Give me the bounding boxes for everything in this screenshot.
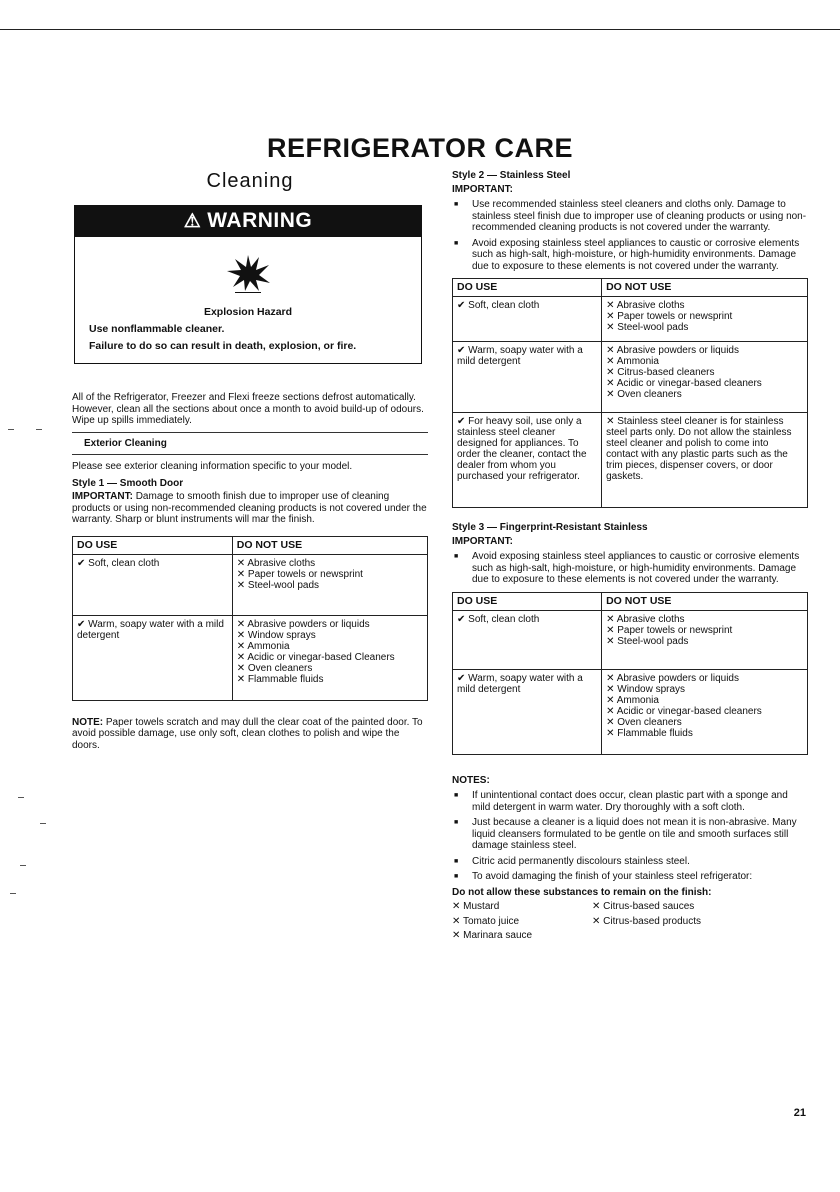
table-cell: ✕ Abrasive cloths ✕ Paper towels or newsprint ✕ Steel-wool pads — [232, 554, 427, 615]
substances-list — [452, 901, 808, 942]
intro-text: All of the Refrigerator, Freezer and Flexi freeze sections defrost automatically. However, clean all the sections about once a month to avoid build-up of odours. Wipe up spills immediately. — [72, 392, 424, 426]
warning-triangle-icon: ⚠ — [183, 211, 202, 232]
table-cell: ✔ Warm, soapy water with a mild detergent — [453, 342, 602, 413]
list-item: ✕ Mustard — [452, 901, 500, 912]
table-cell: ✔ Warm, soapy water with a mild detergent — [453, 669, 602, 754]
table-header: DO USE — [453, 592, 602, 610]
warning-text — [75, 304, 421, 363]
list-item: ■ Use recommended stainless steel cleaners and cloths only. Damage to stainless steel finish due to improper use of cleaning products or using non-recommended cleaning products is not covered under the warranty. — [452, 199, 808, 234]
right-column — [452, 170, 808, 942]
list-item: ■ Avoid exposing stainless steel appliances to caustic or corrosive elements such as high-salt, high-moisture, or high-humidity environments. Damage due to exposure to these elements is not covered under the warranty. — [452, 551, 808, 586]
table-row — [453, 610, 808, 669]
exterior-heading: Exterior Cleaning — [84, 437, 167, 449]
table-header: DO USE — [453, 279, 602, 297]
style3-important: IMPORTANT: — [452, 535, 513, 547]
table-cell: ✕ Stainless steel cleaner is for stainless steel parts only. Do not allow the stainless steel cleaner and polish to come into contact with any plastic parts such as the trim pieces, dispenser covers, or door gaskets. — [602, 413, 808, 508]
table-row — [73, 615, 428, 700]
scan-mark — [18, 797, 24, 798]
style2-heading: Style 2 — Stainless Steel — [452, 170, 571, 181]
list-item: ■ Just because a cleaner is a liquid does not mean it is non-abrasive. Many liquid cleansers formulated to be gentle on tile and smooth surfaces still damage stainless steel. — [452, 817, 808, 852]
page-title: REFRIGERATOR CARE — [266, 133, 573, 163]
style1-note: NOTE: Paper towels scratch and may dull the clear coat of the painted door. To avoid possible damage, use only soft, clean clothes to polish and wipe the doors. — [72, 716, 423, 751]
scan-mark — [10, 893, 16, 894]
left-column — [72, 170, 428, 751]
table-header: DO NOT USE — [602, 279, 808, 297]
scan-mark — [36, 429, 42, 430]
list-item: ■ Avoid exposing stainless steel appliances to caustic or corrosive elements such as high-salt, high-moisture, or high-humidity environments. Damage due to exposure to these elements is not covered under the warranty. — [452, 238, 808, 273]
table-row — [453, 297, 808, 342]
list-item: ■ If unintentional contact does occur, clean plastic part with a sponge and mild detergent in warm water. Dry thoroughly with a soft cloth. — [452, 790, 808, 813]
divider — [72, 454, 428, 455]
page-number: 21 — [793, 1107, 806, 1119]
table-cell: ✕ Abrasive powders or liquids ✕ Window sprays ✕ Ammonia ✕ Acidic or vinegar-based cleaners ✕ Oven cleaners ✕ Flammable fluids — [602, 669, 808, 754]
list-item: ✕ Marinara sauce — [452, 930, 533, 941]
table-cell: ✕ Abrasive cloths ✕ Paper towels or newsprint ✕ Steel-wool pads — [602, 610, 808, 669]
list-item: ■ Citric acid permanently discolours stainless steel. — [452, 856, 808, 868]
list-item: ✕ Citrus-based sauces — [592, 901, 695, 912]
top-rule — [0, 29, 840, 30]
style1-heading: Style 1 — Smooth Door — [72, 477, 184, 489]
scan-mark — [8, 429, 14, 430]
exterior-text: Please see exterior cleaning information specific to your model. — [72, 461, 353, 472]
style3-heading: Style 3 — Fingerprint-Resistant Stainless — [452, 522, 648, 533]
warning-box — [74, 205, 422, 364]
warning-line-1: Use nonflammable cleaner. — [89, 323, 225, 335]
table-cell: ✕ Abrasive powders or liquids ✕ Window sprays ✕ Ammonia ✕ Acidic or vinegar-based Cleaners ✕ Oven cleaners ✕ Flammable fluids — [232, 615, 427, 700]
table-cell: ✕ Abrasive cloths ✕ Paper towels or newsprint ✕ Steel-wool pads — [602, 297, 808, 342]
table-cell: ✕ Abrasive powders or liquids ✕ Ammonia ✕ Citrus-based cleaners ✕ Acidic or vinegar-based cleaners ✕ Oven cleaners — [602, 342, 808, 413]
substances-heading: Do not allow these substances to remain on the finish: — [452, 886, 712, 898]
warning-header-text: WARNING — [207, 209, 313, 232]
table-cell: ✔ Soft, clean cloth — [453, 610, 602, 669]
list-item: ✕ Citrus-based products — [592, 915, 701, 927]
table-cell: ✔ Soft, clean cloth — [73, 554, 233, 615]
style2-table — [452, 278, 808, 508]
warning-header — [75, 206, 421, 237]
style1-important: IMPORTANT: Damage to smooth finish due to improper use of cleaning products or using non-recommended cleaning products is not covered under the warranty. Sharp or blunt instruments will mar the finish. — [72, 491, 427, 525]
substances-col-1 — [452, 901, 592, 942]
style1-table — [72, 536, 428, 701]
explosion-icon — [75, 237, 421, 304]
table-header: DO USE — [73, 536, 233, 554]
style2-important: IMPORTANT: — [452, 183, 513, 195]
hazard-title: Explosion Hazard — [203, 306, 293, 318]
style3-table — [452, 592, 808, 755]
list-item: ✕ Tomato juice — [452, 915, 520, 927]
table-row — [453, 669, 808, 754]
table-header: DO NOT USE — [602, 592, 808, 610]
warning-line-2: Failure to do so can result in death, explosion, or fire. — [89, 340, 357, 352]
divider — [72, 432, 428, 433]
table-cell: ✔ Soft, clean cloth — [453, 297, 602, 342]
table-row — [453, 413, 808, 508]
section-title: Cleaning — [206, 170, 294, 192]
table-cell: ✔ Warm, soapy water with a mild detergent — [73, 615, 233, 700]
table-cell: ✔ For heavy soil, use only a stainless steel cleaner designed for appliances. To order the cleaner, contact the dealer from whom you purchased your refrigerator. — [453, 413, 602, 508]
notes-heading: NOTES: — [452, 774, 490, 786]
table-row — [73, 554, 428, 615]
table-header: DO NOT USE — [232, 536, 427, 554]
substances-col-2 — [592, 901, 701, 942]
scan-mark — [20, 865, 26, 866]
scan-mark — [40, 823, 46, 824]
list-item: ■ To avoid damaging the finish of your stainless steel refrigerator: — [452, 871, 808, 883]
table-row — [453, 342, 808, 413]
